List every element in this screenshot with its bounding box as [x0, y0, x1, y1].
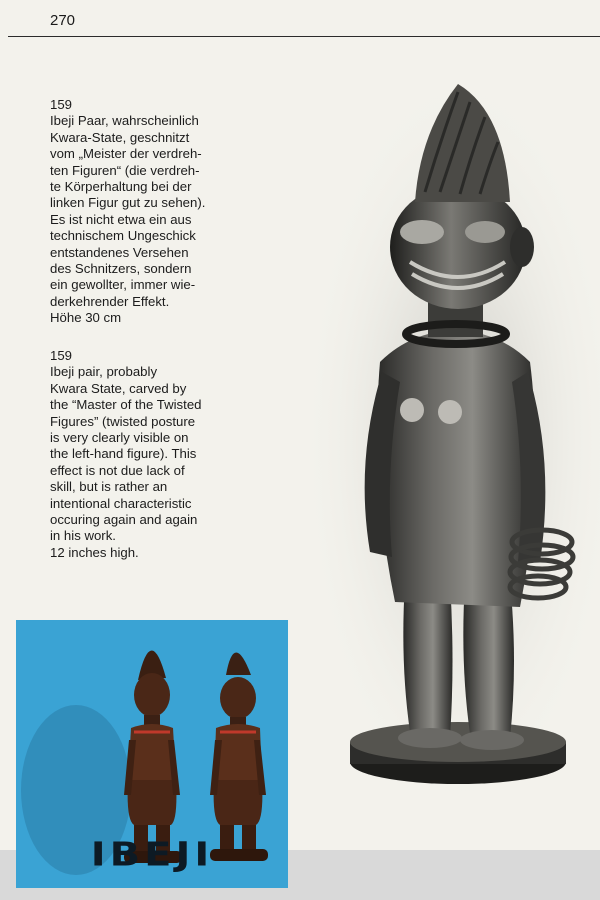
- ibeji-cover-photo: [16, 620, 288, 888]
- caption-german-number: 159: [50, 97, 73, 112]
- page-number: 270: [50, 12, 76, 29]
- caption-english-number: 159: [50, 348, 73, 363]
- caption-english-text: Ibeji pair, probably Kwara State, carved by the “Master of the Twisted Figures” (twisted posture is very clearly visible on the left-hand figure). This effect is not due lack of skill, but is rather an intentional characteristic occuring again and again in his work. 12 inches high.: [50, 364, 202, 560]
- cover-title: IBEJI: [90, 836, 214, 874]
- header-rule: [8, 36, 600, 37]
- caption-german-text: Ibeji Paar, wahrscheinlich Kwara-State, geschnitzt vom „Meister der verdreh- ten Figuren“ (die verdreh- te Körperhaltung bei der linken Figur gut zu sehen). Es ist nicht etwa ein aus technischem Ungeschick entstandenes Versehen des Schnitzers, sondern ein gewollter, immer wie- derkehrender Effekt. Höhe 30 cm: [50, 113, 206, 326]
- caption-german: [50, 97, 265, 327]
- ibeji-figure-photo: [300, 62, 600, 852]
- caption-english: [50, 348, 265, 561]
